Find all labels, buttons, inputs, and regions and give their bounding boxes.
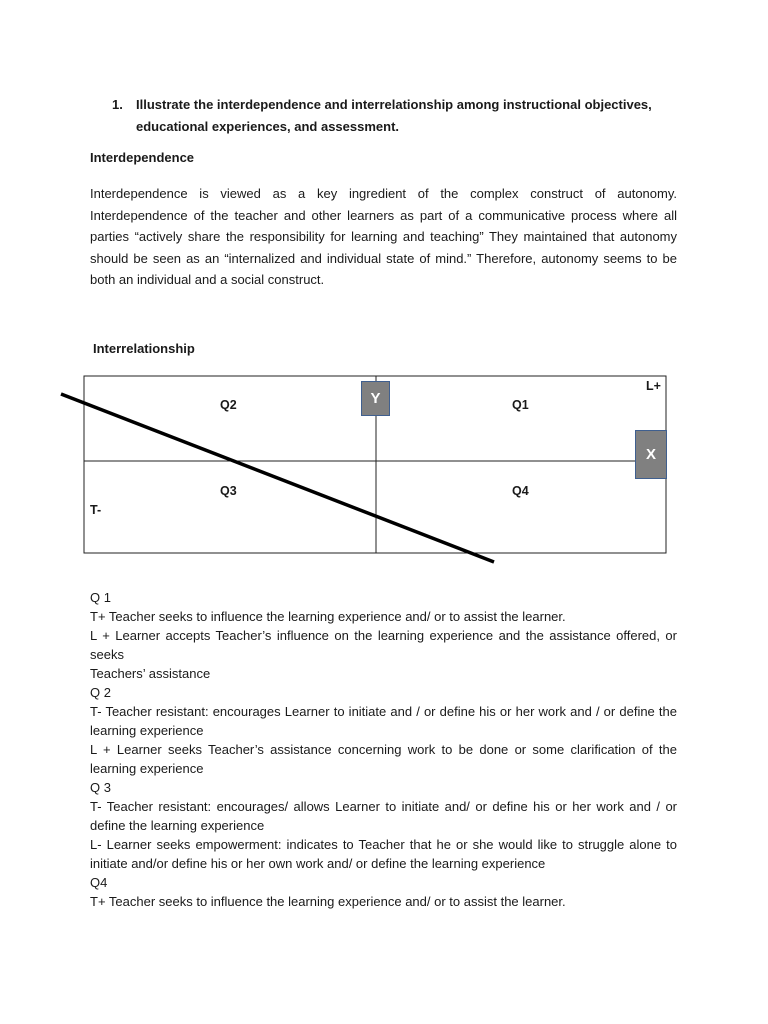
- q2-label: Q2: [220, 398, 237, 412]
- interrelationship-heading: Interrelationship: [93, 341, 195, 356]
- t-minus-label: T-: [90, 503, 102, 517]
- question-text: Illustrate the interdependence and interrelationship among instructional objectives, educational experiences, and assessment.: [136, 97, 652, 134]
- question-number: 1.: [112, 97, 123, 112]
- q4-heading: Q4: [90, 875, 108, 890]
- quadrant-notes: [90, 588, 677, 911]
- q2-heading: Q 2: [90, 685, 111, 700]
- q3-line-teacher: T- Teacher resistant: encourages/ allows Learner to initiate and/ or define his or her work and / or define the learning experience: [90, 799, 677, 833]
- q4-line-teacher: T+ Teacher seeks to influence the learning experience and/ or to assist the learner.: [90, 894, 566, 909]
- l-plus-label: L+: [646, 379, 661, 393]
- q3-label: Q3: [220, 484, 237, 498]
- diagonal-line: [61, 394, 494, 562]
- q1-heading: Q 1: [90, 590, 111, 605]
- y-badge: Y: [361, 381, 390, 416]
- q4-label: Q4: [512, 484, 529, 498]
- q1-line-learner: L + Learner accepts Teacher’s influence on the learning experience and the assistance offered, or seeks: [90, 628, 677, 662]
- quadrant-diagram: [0, 360, 768, 580]
- interdependence-heading: Interdependence: [90, 150, 195, 165]
- q3-line-learner: L- Learner seeks empowerment: indicates to Teacher that he or she would like to struggle alone to initiate and/or define his or her own work and/ or define the learning experience: [90, 837, 677, 871]
- interdependence-paragraph: Interdependence is viewed as a key ingredient of the complex construct of autonomy. Interdependence of the teacher and other learners as part of a communicative process where all parties “actively share the responsibility for learning and teaching” They maintained that autonomy should be seen as an “internalized and individual state of mind.” Therefore, autonomy seems to be both an individual and a social construct.: [90, 186, 677, 288]
- q3-heading: Q 3: [90, 780, 111, 795]
- x-badge: X: [635, 430, 667, 479]
- q1-line-teacher: T+ Teacher seeks to influence the learning experience and/ or to assist the learner.: [90, 609, 566, 624]
- q2-line-teacher: T- Teacher resistant: encourages Learner to initiate and / or define his or her work and / or define the learning experience: [90, 704, 677, 738]
- q2-line-learner: L + Learner seeks Teacher’s assistance concerning work to be done or some clarification of the learning experience: [90, 742, 677, 776]
- q1-line-assistance: Teachers’ assistance: [90, 666, 211, 681]
- q1-label: Q1: [512, 398, 529, 412]
